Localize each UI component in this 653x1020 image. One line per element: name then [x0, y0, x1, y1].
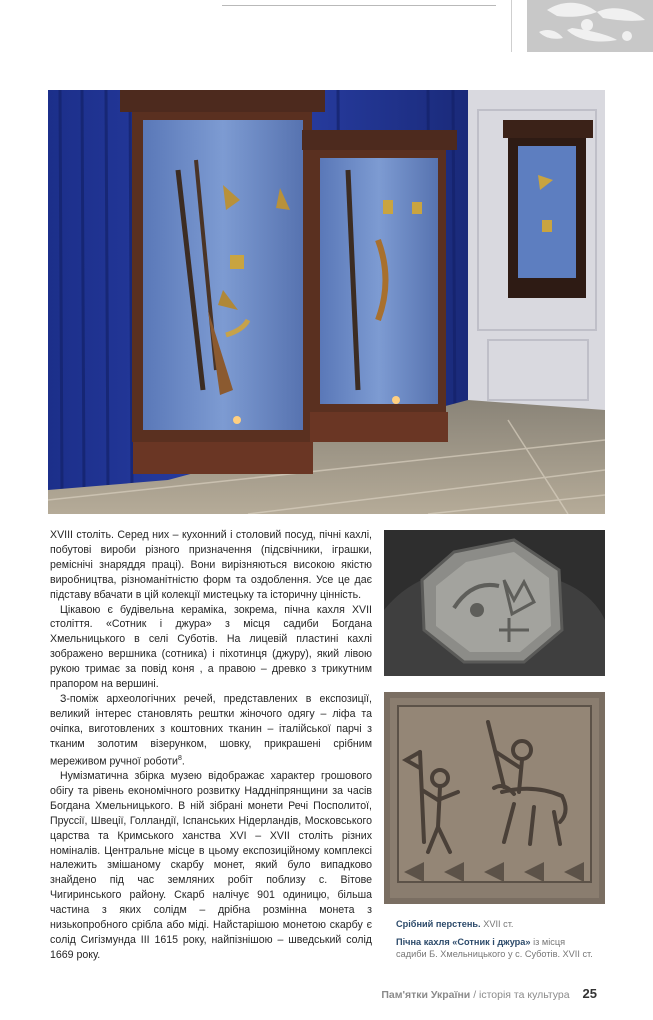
corner-ornament: [527, 0, 653, 52]
magazine-title: Пам'ятки України: [381, 989, 471, 1001]
page-number: 25: [582, 986, 597, 1001]
silver-ring-photo: [384, 530, 605, 676]
paragraph-3-text: З-поміж археологічних речей, представлених в експозиції, великий інтерес становлять рештки жіночого одягу – ліфа та очіпка, виготовлених з коштовних тканин – італійської парчі з тканим золотим візерунком, шовку, прикрашені срібним мереживом ручної роботи: [50, 692, 372, 768]
paragraph-2: Цікавою є будівельна кераміка, зокрема, пічна кахля XVII століття. «Сотник і джура» з місця садиби Богдана Хмельницького в селі Суботів. На лицевій пластині кахлі зображено вершника (сотника) і піхотинця (джуру), який лівою рукою тримає за повід коня , а правою – древко з трикутним прапором на вершині.: [50, 603, 372, 691]
tile-caption-title: Пічна кахля «Сотник і джура»: [396, 937, 531, 948]
header-divider: [511, 0, 512, 52]
tile-caption-text: із місця садиби Б. Хмельницького у с. Суботів. XVII ст.: [396, 937, 593, 959]
stove-tile-photo: [384, 692, 605, 904]
photo-captions: [396, 919, 596, 967]
page-footer: [381, 986, 597, 1001]
tile-caption: [396, 937, 596, 960]
paragraph-3: З-поміж археологічних речей, представлених в експозиції, великий інтерес становлять рештки жіночого одягу – ліфа та очіпка, виготовлених з коштовних тканин – італійської парчі з тканим золотим візерунком, шовку, прикрашені срібним мереживом ручної роботи$^8$.: [50, 692, 372, 768]
article-body: [50, 528, 372, 963]
footnote-mark: 8: [177, 754, 182, 762]
ring-caption: [396, 919, 596, 930]
ring-caption-title: Срібний перстень.: [396, 919, 481, 929]
paragraph-4: Нумізматична збірка музею відображає характер грошового обігу та рівень економічного розвитку Наддніпрянщини за часів Богдана Хмельницького. В ній зібрані монети Речі Посполитої, Пруссії, Швеції, Голландії, Іспанських Нідерландів, Московського царства та Кримського ханства XVI – XVII століть різних номіналів. Центральне місце в цьому експозиційному комплексі належить змішаному скарбу монет, який було випадково знайдено під час земляних робіт поблизу с. Вітове Чигиринського району. Скарб налічує 901 одиницю, більша частина з яких солідм – дрібна розмінна монета з низькопробного срібла або міді. Найстарішою монетою скарбу є солід Сигізмунда III 1615 року, найпізнішою – шведський солід 1669 року.: [50, 770, 372, 961]
museum-exhibition-photo: [48, 90, 605, 514]
paragraph-1: XVIII століть. Серед них – кухонний і столовий посуд, пічні кахлі, побутові вироби різного призначення (підсвічники, іграшки, реміснічі знаряддя праці). Вони вирізняються високою якістю виробництва, різноманітністю форм та оздоблення. Усе це дає підставу вбачати в цій колекції мистецьку та історичну цінність.: [50, 529, 372, 601]
section-title: / історія та культура: [473, 989, 570, 1001]
ring-caption-date: XVII ст.: [483, 919, 514, 929]
header-rule: [222, 5, 496, 6]
